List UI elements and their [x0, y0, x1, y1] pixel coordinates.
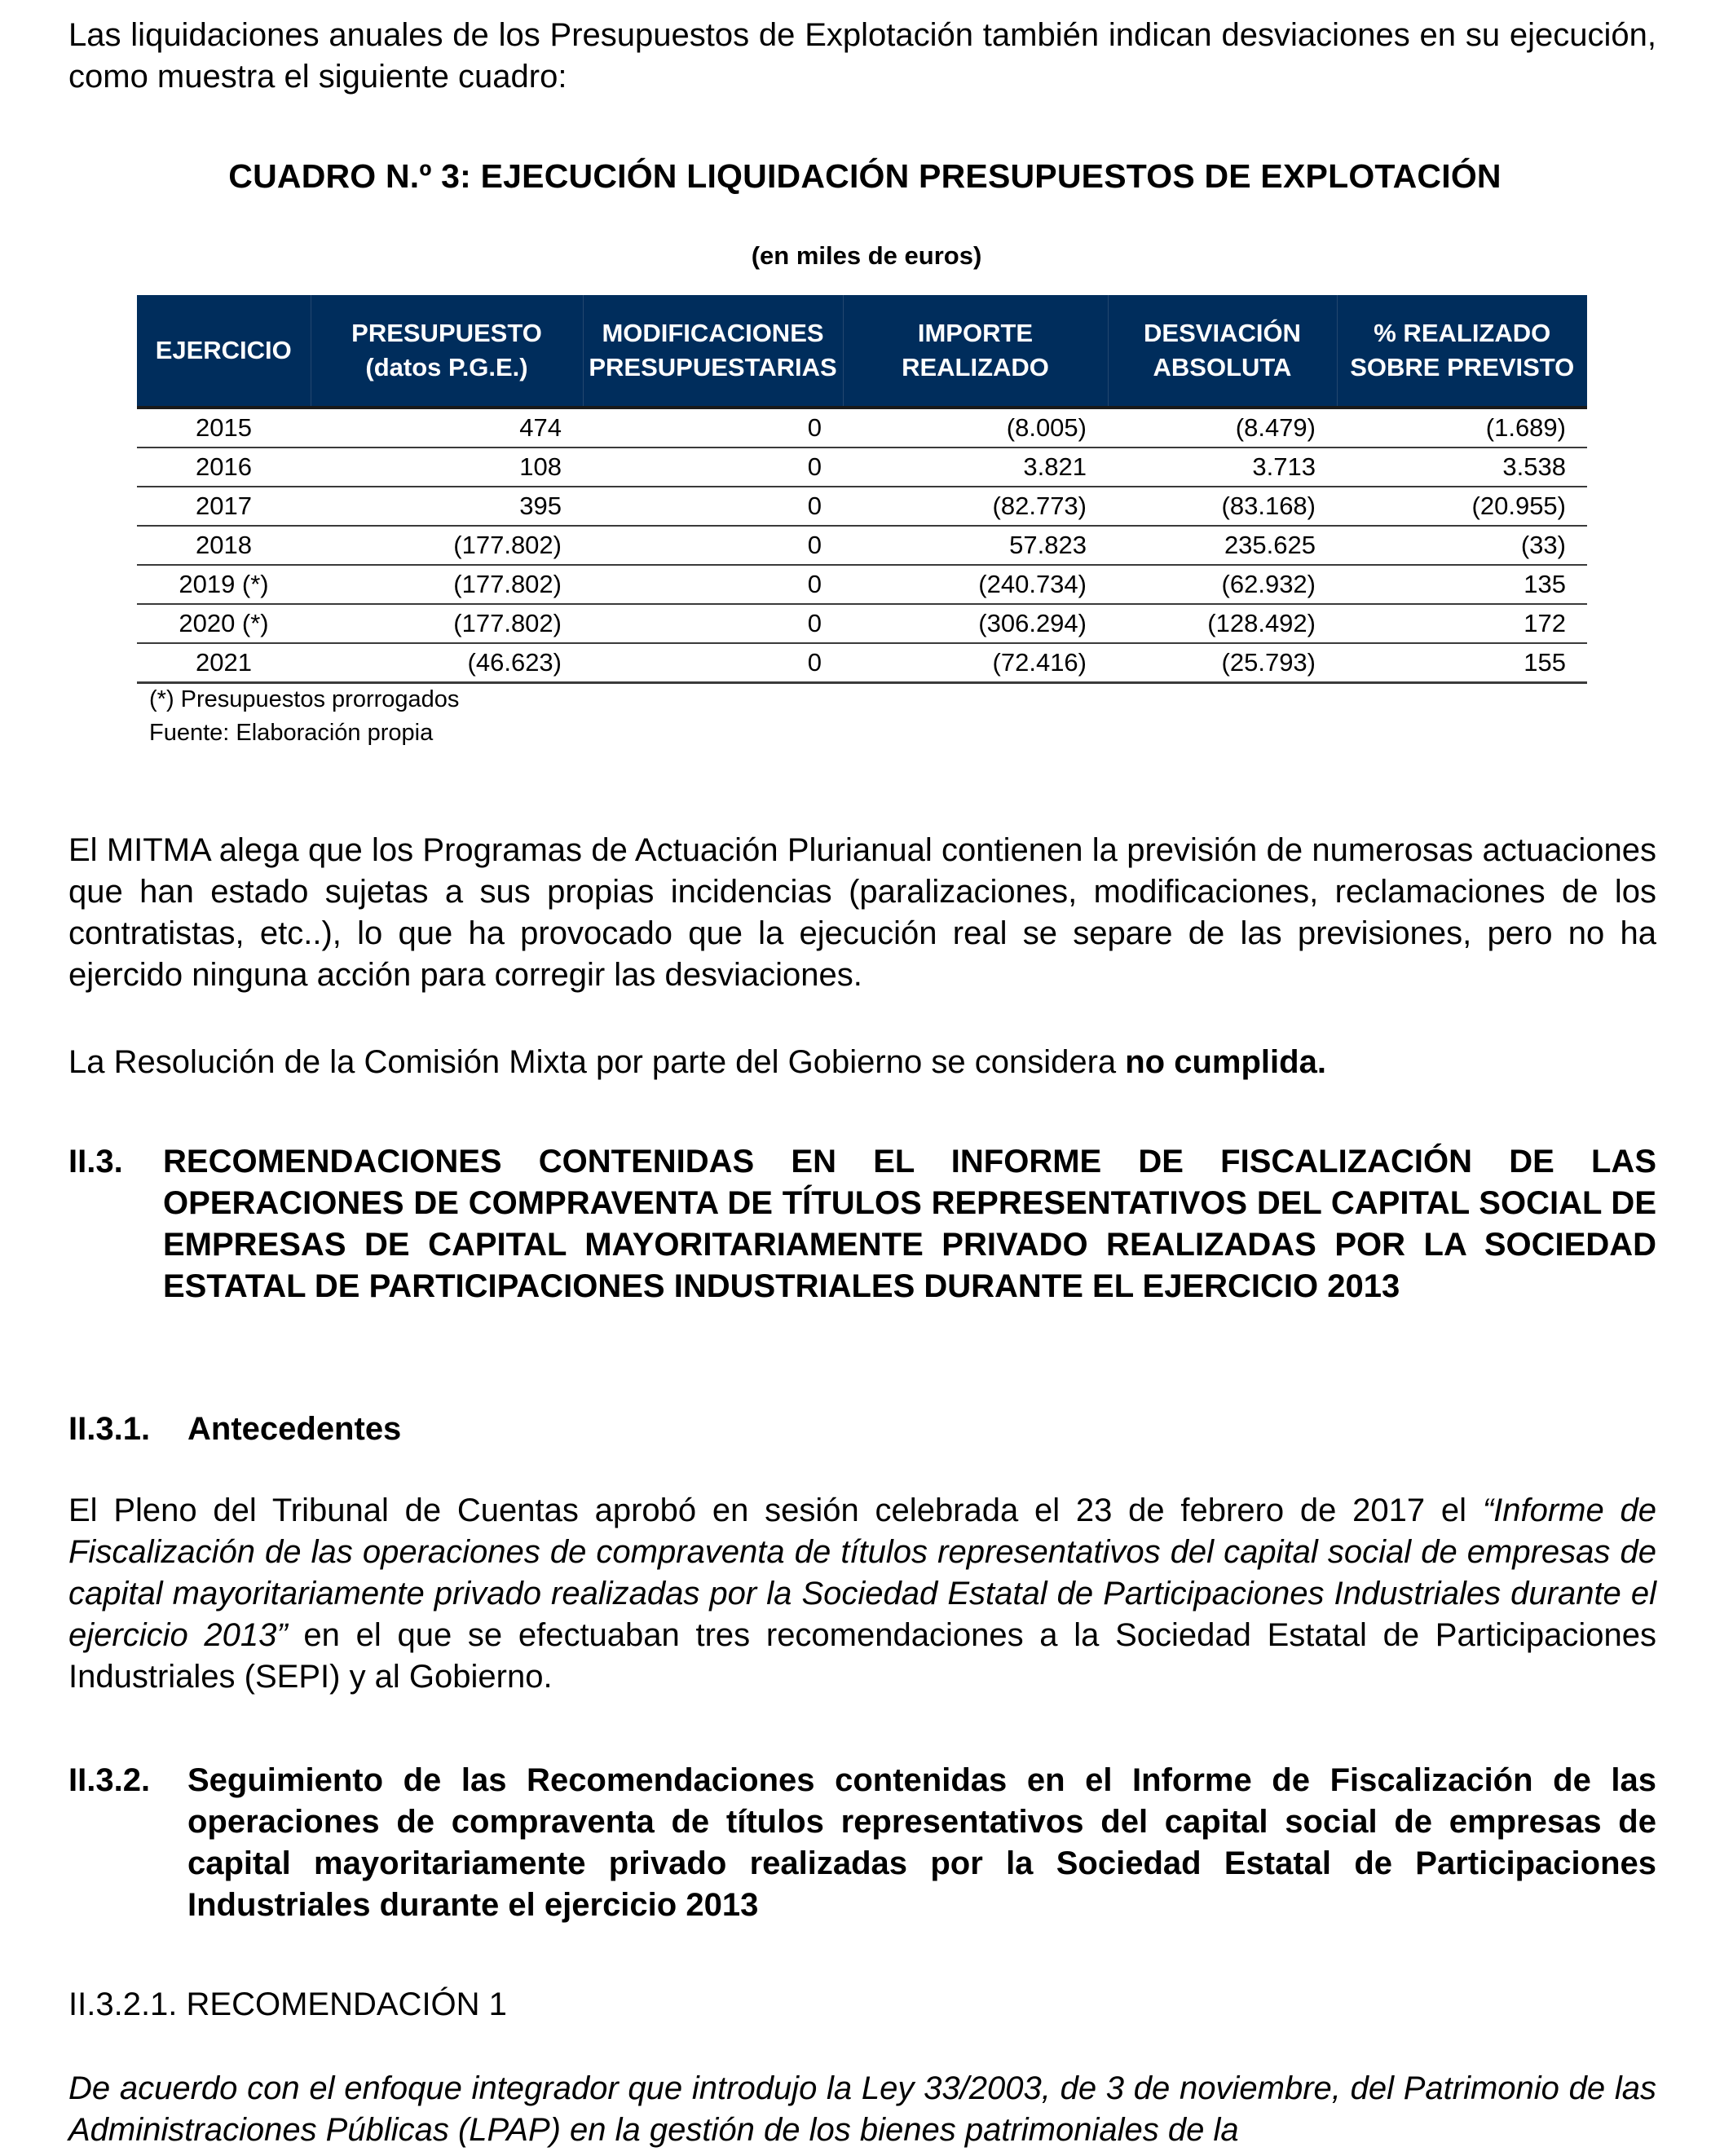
value-cell: (72.416) [843, 643, 1108, 683]
section-heading-ii31 [68, 1409, 1656, 1450]
table-row [137, 526, 1587, 565]
section-heading-ii321: II.3.2.1. RECOMENDACIÓN 1 [68, 1986, 507, 2022]
column-header-line2: REALIZADO [902, 353, 1049, 381]
value-cell: (177.802) [311, 526, 583, 565]
value-cell: 172 [1337, 604, 1587, 643]
section-number: II.3.2. [68, 1762, 151, 1798]
table-row [137, 487, 1587, 526]
section-number: II.3.1. [68, 1411, 151, 1447]
table-row [137, 565, 1587, 604]
value-cell: 235.625 [1108, 526, 1337, 565]
table-row [137, 448, 1587, 487]
value-cell: 0 [583, 408, 843, 448]
value-cell: 3.821 [843, 448, 1108, 487]
mitma-paragraph-text: El MITMA alega que los Programas de Actuación Plurianual contienen la previsión de numerosas actuaciones que han estado sujetas a sus propias incidencias (paralizaciones, modificaciones, reclamaciones de los contratistas, etc..), lo que ha provocado que la ejecución real se separe de las previsiones, pero no ha ejercido ninguna acción para corregir las desviaciones. [68, 832, 1656, 993]
intro-paragraph-text: Las liquidaciones anuales de los Presupuestos de Explotación también indican desviaciones en su ejecución, como muestra el siguiente cuadro: [68, 17, 1656, 95]
value-cell: 395 [311, 487, 583, 526]
value-cell: 0 [583, 643, 843, 683]
recommendation-paragraph-text: De acuerdo con el enfoque integrador que introdujo la Ley 33/2003, de 3 de noviembre, del Patrimonio de las Administraciones Públicas (LPAP) en la gestión de los bienes patrimoniales de la [68, 2070, 1656, 2148]
value-cell: (46.623) [311, 643, 583, 683]
column-header-line1: IMPORTE [917, 319, 1034, 347]
pleno-paragraph [68, 1490, 1656, 1698]
column-header-line2: (datos P.G.E.) [365, 353, 528, 381]
table-source: Fuente: Elaboración propia [149, 720, 434, 746]
value-cell: 3.538 [1337, 448, 1587, 487]
column-header-line1: EJERCICIO [155, 336, 292, 364]
value-cell: (128.492) [1108, 604, 1337, 643]
column-header-line1: MODIFICACIONES [602, 319, 824, 347]
column-header-line1: % REALIZADO [1374, 319, 1551, 347]
column-header [137, 295, 311, 408]
section-title: RECOMENDACIONES CONTENIDAS EN EL INFORME DE FISCALIZACIÓN DE LAS OPERACIONES DE COMPRAVENTA DE TÍTULOS REPRESENTATIVOS DEL CAPITAL SOCIAL DE EMPRESAS DE CAPITAL MAYORITARIAMENTE PRIVADO REALIZADAS POR LA SOCIEDAD ESTATAL DE PARTICIPACIONES INDUSTRIALES DURANTE EL EJERCICIO 2013 [163, 1144, 1656, 1304]
section-title: Seguimiento de las Recomendaciones contenidas en el Informe de Fiscalización de las operaciones de compraventa de títulos representativos del capital social de empresas de capital mayoritariamente privado realizadas por la Sociedad Estatal de Participaciones Industriales durante el ejercicio 2013 [187, 1762, 1656, 1923]
section-heading-ii3 [68, 1141, 1656, 1307]
column-header-line2: PRESUPUESTARIAS [589, 353, 837, 381]
value-cell: 0 [583, 448, 843, 487]
section-title: Antecedentes [187, 1411, 402, 1447]
resolution-paragraph [68, 1042, 1656, 1083]
table-title [0, 157, 1733, 196]
table-body [137, 408, 1587, 683]
value-cell: (240.734) [843, 565, 1108, 604]
pleno-text-after: en el que se efectuaban tres recomendaciones a la Sociedad Estatal de Participaciones Industriales (SEPI) y al Gobierno. [68, 1617, 1657, 1695]
value-cell: 0 [583, 526, 843, 565]
value-cell: (8.005) [843, 408, 1108, 448]
value-cell: (33) [1337, 526, 1587, 565]
value-cell: 108 [311, 448, 583, 487]
year-cell: 2017 [137, 487, 311, 526]
value-cell: 0 [583, 604, 843, 643]
value-cell: 57.823 [843, 526, 1108, 565]
table-title-text: CUADRO N.º 3: EJECUCIÓN LIQUIDACIÓN PRESUPUESTOS DE EXPLOTACIÓN [228, 157, 1501, 195]
column-header [583, 295, 843, 408]
table-notes [149, 683, 459, 750]
table-header-row [137, 295, 1587, 408]
column-header [1108, 295, 1337, 408]
value-cell: (177.802) [311, 565, 583, 604]
section-heading-ii32 [68, 1760, 1656, 1926]
table-units: (en miles de euros) [751, 241, 982, 270]
column-header [311, 295, 583, 408]
value-cell: 474 [311, 408, 583, 448]
column-header-line1: PRESUPUESTO [351, 319, 542, 347]
value-cell: 0 [583, 565, 843, 604]
value-cell: (306.294) [843, 604, 1108, 643]
value-cell: 3.713 [1108, 448, 1337, 487]
value-cell: (62.932) [1108, 565, 1337, 604]
resolution-status: no cumplida. [1125, 1044, 1326, 1080]
value-cell: (8.479) [1108, 408, 1337, 448]
pleno-report-title: “Informe de Fiscalización de las operaciones de compraventa de títulos representativos del capital social de empresas de capital mayoritariamente privado realizadas por la Sociedad Estatal de Participaciones Industriales durante el ejercicio 2013” [68, 1492, 1656, 1653]
value-cell: 135 [1337, 565, 1587, 604]
column-header-line2: ABSOLUTA [1153, 353, 1292, 381]
year-cell: 2016 [137, 448, 311, 487]
year-cell: 2015 [137, 408, 311, 448]
resolution-text: La Resolución de la Comisión Mixta por parte del Gobierno se considera [68, 1044, 1126, 1080]
value-cell: (83.168) [1108, 487, 1337, 526]
column-header-line2: SOBRE PREVISTO [1350, 353, 1575, 381]
budget-execution-table [137, 295, 1587, 684]
value-cell: (1.689) [1337, 408, 1587, 448]
recommendation-paragraph [68, 2068, 1656, 2151]
table-row [137, 643, 1587, 683]
value-cell: (177.802) [311, 604, 583, 643]
value-cell: (82.773) [843, 487, 1108, 526]
table-note: (*) Presupuestos prorrogados [149, 686, 460, 712]
column-header-line1: DESVIACIÓN [1144, 319, 1301, 347]
value-cell: 155 [1337, 643, 1587, 683]
value-cell: (25.793) [1108, 643, 1337, 683]
year-cell: 2021 [137, 643, 311, 683]
value-cell: 0 [583, 487, 843, 526]
column-header [843, 295, 1108, 408]
column-header [1337, 295, 1587, 408]
table-row [137, 604, 1587, 643]
section-number: II.3. [68, 1144, 123, 1179]
year-cell: 2018 [137, 526, 311, 565]
year-cell: 2020 (*) [137, 604, 311, 643]
value-cell: (20.955) [1337, 487, 1587, 526]
year-cell: 2019 (*) [137, 565, 311, 604]
intro-paragraph [68, 15, 1656, 98]
mitma-paragraph [68, 830, 1656, 996]
table-row [137, 408, 1587, 448]
pleno-text-before: El Pleno del Tribunal de Cuentas aprobó en sesión celebrada el 23 de febrero de 2017 el [68, 1492, 1483, 1528]
